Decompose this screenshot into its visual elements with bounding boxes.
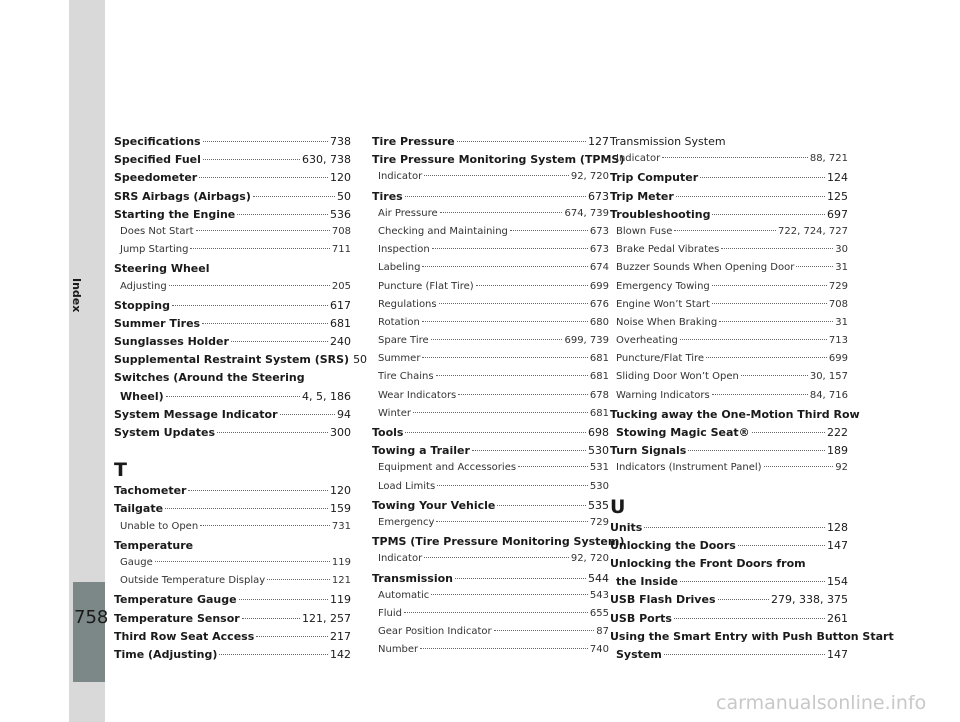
index-subentry: Blown Fuse 722, 724, 727 xyxy=(616,225,848,237)
page-ref[interactable]: 50 xyxy=(337,189,351,203)
index-entry: Towing Your Vehicle 535 xyxy=(372,498,609,512)
index-entry: Towing a Trailer 530 xyxy=(372,444,609,458)
page-ref[interactable]: 699, 739 xyxy=(564,335,609,347)
index-subentry: Wear Indicators 678 xyxy=(378,389,609,401)
index-entry: System Message Indicator 94 xyxy=(114,407,351,421)
index-subentry: Load Limits 530 xyxy=(378,480,609,492)
index-subentry: Brake Pedal Vibrates 30 xyxy=(616,244,848,256)
index-entry: Specified Fuel 630, 738 xyxy=(114,153,351,167)
page-ref[interactable]: 31 xyxy=(835,262,848,274)
page-ref[interactable]: 189 xyxy=(827,444,848,458)
page-ref[interactable]: 217 xyxy=(330,629,351,643)
page-ref[interactable]: 530 xyxy=(588,444,609,458)
index-entry: System 147 xyxy=(616,647,848,661)
page-ref[interactable]: 729 xyxy=(589,516,609,528)
page-ref[interactable]: 731 xyxy=(331,520,351,532)
page-ref[interactable]: 681 xyxy=(589,353,609,365)
page-ref[interactable]: 698 xyxy=(588,426,609,439)
index-heading: Steering Wheel xyxy=(114,262,210,276)
index-subentry: Buzzer Sounds When Opening Door 31 xyxy=(616,262,848,274)
page-ref[interactable]: 729 xyxy=(828,280,848,292)
index-subentry: Number 740 xyxy=(378,644,609,656)
page-ref[interactable]: 240 xyxy=(330,335,351,349)
index-subentry: Outside Temperature Display 121 xyxy=(120,575,351,587)
index-entry: Temperature Sensor 121, 257 xyxy=(114,611,351,625)
page-ref[interactable]: 681 xyxy=(330,316,351,330)
page-ref[interactable]: 124 xyxy=(827,171,848,185)
page-ref[interactable]: 4, 5, 186 xyxy=(302,389,351,403)
page-number: 758 xyxy=(74,607,109,628)
page-ref[interactable]: 30 xyxy=(835,244,848,256)
page-ref[interactable]: 530 xyxy=(589,480,609,492)
page-ref[interactable]: 535 xyxy=(588,498,609,512)
index-entry: Trip Computer 124 xyxy=(610,171,848,185)
page-ref[interactable]: 142 xyxy=(330,647,351,661)
page-ref[interactable]: 722, 724, 727 xyxy=(778,225,848,237)
index-column-1 xyxy=(114,135,368,666)
index-entry: SRS Airbags (Airbags) 50 xyxy=(114,189,351,203)
page-ref[interactable]: 699 xyxy=(589,280,609,292)
page-ref[interactable]: 127 xyxy=(588,135,609,148)
index-subentry: Unable to Open 731 xyxy=(120,520,351,532)
index-subentry: Warning Indicators 84, 716 xyxy=(616,389,848,401)
page-ref[interactable]: 120 xyxy=(330,171,351,185)
index-entry: Speedometer 120 xyxy=(114,171,351,185)
index-heading: Tire Pressure Monitoring System (TPMS) xyxy=(372,153,625,167)
index-heading: Transmission System xyxy=(610,135,726,148)
index-heading: Unlocking the Front Doors from xyxy=(610,556,806,570)
side-tab-label: Index xyxy=(70,278,83,313)
page-ref[interactable]: 697 xyxy=(827,207,848,221)
index-subentry: Emergency 729 xyxy=(378,516,609,528)
index-subentry: Inspection 673 xyxy=(378,244,609,256)
page-ref[interactable]: 121, 257 xyxy=(302,611,351,625)
index-heading: Using the Smart Entry with Push Button Start xyxy=(610,629,894,643)
page-ref[interactable]: 88, 721 xyxy=(809,153,848,165)
index-heading: Tucking away the One-Motion Third Row xyxy=(610,407,860,421)
page-ref[interactable]: 120 xyxy=(330,484,351,498)
page-ref[interactable]: 673 xyxy=(589,244,609,256)
index-subentry: Gauge 119 xyxy=(120,556,351,568)
page-ref[interactable]: 147 xyxy=(827,647,848,661)
page-ref[interactable]: 87 xyxy=(596,626,609,638)
index-entry: Troubleshooting 697 xyxy=(610,207,848,221)
index-subentry: Engine Won’t Start 708 xyxy=(616,298,848,310)
page-ref[interactable]: 655 xyxy=(589,607,609,619)
index-heading: Temperature xyxy=(114,538,194,552)
page-ref[interactable]: 92, 720 xyxy=(570,553,609,565)
page-ref[interactable]: 673 xyxy=(589,225,609,237)
index-entry: Trip Meter 125 xyxy=(610,189,848,203)
index-entry: the Inside 154 xyxy=(616,575,848,589)
index-entry: Units 128 xyxy=(610,520,848,534)
index-subentry: Emergency Towing 729 xyxy=(616,280,848,292)
index-entry: Tire Pressure 127 xyxy=(372,135,609,148)
index-subentry: Indicator 92, 720 xyxy=(378,171,609,183)
index-entry: Starting the Engine 536 xyxy=(114,207,351,221)
page-ref[interactable]: 92, 720 xyxy=(570,171,609,183)
index-subentry: Equipment and Accessories 531 xyxy=(378,462,609,474)
index-tab-marker xyxy=(73,582,105,682)
page-ref[interactable]: 674 xyxy=(589,262,609,274)
page-ref[interactable]: 543 xyxy=(589,589,609,601)
index-entry: Tachometer 120 xyxy=(114,484,351,498)
page-ref[interactable]: 544 xyxy=(588,571,609,585)
index-entry: Stowing Magic Seat® 222 xyxy=(616,426,848,439)
page-ref[interactable]: 676 xyxy=(589,298,609,310)
index-subentry: Fluid 655 xyxy=(378,607,609,619)
page-ref[interactable]: 678 xyxy=(589,389,609,401)
index-subentry: Jump Starting 711 xyxy=(120,244,351,256)
page-ref[interactable]: 699 xyxy=(828,353,848,365)
index-entry: Summer Tires 681 xyxy=(114,316,351,330)
page-ref[interactable]: 154 xyxy=(827,575,848,589)
index-entry: Specifications 738 xyxy=(114,135,351,148)
index-heading: Switches (Around the Steering xyxy=(114,371,305,385)
page-ref[interactable]: 738 xyxy=(330,135,351,148)
index-subentry: Checking and Maintaining 673 xyxy=(378,225,609,237)
index-heading: TPMS (Tire Pressure Monitoring System) xyxy=(372,535,625,549)
index-subentry: Air Pressure 674, 739 xyxy=(378,207,609,219)
index-entry: Sunglasses Holder 240 xyxy=(114,335,351,349)
index-subentry: Indicator 92, 720 xyxy=(378,553,609,565)
index-subentry: Puncture (Flat Tire) 699 xyxy=(378,280,609,292)
index-subentry: Regulations 676 xyxy=(378,298,609,310)
page-ref[interactable]: 536 xyxy=(330,207,351,221)
index-subentry: Overheating 713 xyxy=(616,335,848,347)
page-ref[interactable]: 222 xyxy=(827,426,848,439)
page-ref[interactable]: 205 xyxy=(331,280,351,292)
index-subentry: Tire Chains 681 xyxy=(378,371,609,383)
index-entry: Supplemental Restraint System (SRS) 50 xyxy=(114,353,368,367)
index-column-3 xyxy=(610,135,894,666)
index-subentry: Automatic 543 xyxy=(378,589,609,601)
index-entry: Third Row Seat Access 217 xyxy=(114,629,351,643)
index-subentry: Puncture/Flat Tire 699 xyxy=(616,353,848,365)
index-subentry: Winter 681 xyxy=(378,407,609,419)
page-ref[interactable]: 30, 157 xyxy=(809,371,848,383)
page-ref[interactable]: 279, 338, 375 xyxy=(771,593,848,607)
page-ref[interactable]: 121 xyxy=(331,575,351,587)
index-entry: Unlocking the Doors 147 xyxy=(610,538,848,552)
page-ref[interactable]: 128 xyxy=(827,520,848,534)
index-entry: Tools 698 xyxy=(372,426,609,439)
page-ref[interactable]: 708 xyxy=(331,225,351,237)
page-ref[interactable]: 147 xyxy=(827,538,848,552)
index-subentry: Adjusting 205 xyxy=(120,280,351,292)
page-ref[interactable]: 673 xyxy=(588,189,609,203)
index-subentry: Does Not Start 708 xyxy=(120,225,351,237)
page-ref[interactable]: 31 xyxy=(835,316,848,328)
page-ref[interactable]: 92 xyxy=(835,462,848,474)
page-ref[interactable]: 531 xyxy=(589,462,609,474)
page-ref[interactable]: 50 xyxy=(353,353,368,367)
page-ref[interactable]: 674, 739 xyxy=(564,207,609,219)
index-entry: Tailgate 159 xyxy=(114,502,351,516)
page-ref[interactable]: 84, 716 xyxy=(809,389,848,401)
index-subentry: Indicators (Instrument Panel) 92 xyxy=(616,462,848,474)
index-subentry: Indicator 88, 721 xyxy=(616,153,848,165)
index-subentry: Labeling 674 xyxy=(378,262,609,274)
page-ref[interactable]: 94 xyxy=(337,407,351,421)
section-letter-u: U xyxy=(610,495,626,518)
page-ref[interactable]: 125 xyxy=(827,189,848,203)
page-ref[interactable]: 681 xyxy=(589,371,609,383)
page-ref[interactable]: 681 xyxy=(589,407,609,419)
page-ref[interactable]: 300 xyxy=(330,426,351,439)
index-subentry: Summer 681 xyxy=(378,353,609,365)
index-subentry: Noise When Braking 31 xyxy=(616,316,848,328)
index-subentry: Rotation 680 xyxy=(378,316,609,328)
watermark: carmanualsonline.info xyxy=(716,692,927,714)
page-ref[interactable]: 119 xyxy=(331,556,351,568)
index-subentry: Sliding Door Won’t Open 30, 157 xyxy=(616,371,848,383)
section-letter-t: T xyxy=(114,459,127,482)
index-entry: Turn Signals 189 xyxy=(610,444,848,458)
page-ref[interactable]: 617 xyxy=(330,298,351,312)
page-ref[interactable]: 159 xyxy=(330,502,351,516)
page-ref[interactable]: 630, 738 xyxy=(302,153,351,167)
page-ref[interactable]: 711 xyxy=(331,244,351,256)
index-entry: Temperature Gauge 119 xyxy=(114,593,351,607)
index-entry: Tires 673 xyxy=(372,189,609,203)
page-ref[interactable]: 261 xyxy=(827,611,848,625)
page-ref[interactable]: 713 xyxy=(828,335,848,347)
index-entry: System Updates 300 xyxy=(114,426,351,439)
page-ref[interactable]: 708 xyxy=(828,298,848,310)
index-entry: Stopping 617 xyxy=(114,298,351,312)
page-ref[interactable]: 680 xyxy=(589,316,609,328)
index-entry: USB Flash Drives 279, 338, 375 xyxy=(610,593,848,607)
index-column-2 xyxy=(372,135,625,662)
index-subentry: Spare Tire 699, 739 xyxy=(378,335,609,347)
index-entry: USB Ports 261 xyxy=(610,611,848,625)
index-entry: Time (Adjusting) 142 xyxy=(114,647,351,661)
index-entry: Wheel) 4, 5, 186 xyxy=(120,389,351,403)
page-ref[interactable]: 119 xyxy=(330,593,351,607)
index-subentry: Gear Position Indicator 87 xyxy=(378,626,609,638)
page-ref[interactable]: 740 xyxy=(589,644,609,656)
index-entry: Transmission 544 xyxy=(372,571,609,585)
